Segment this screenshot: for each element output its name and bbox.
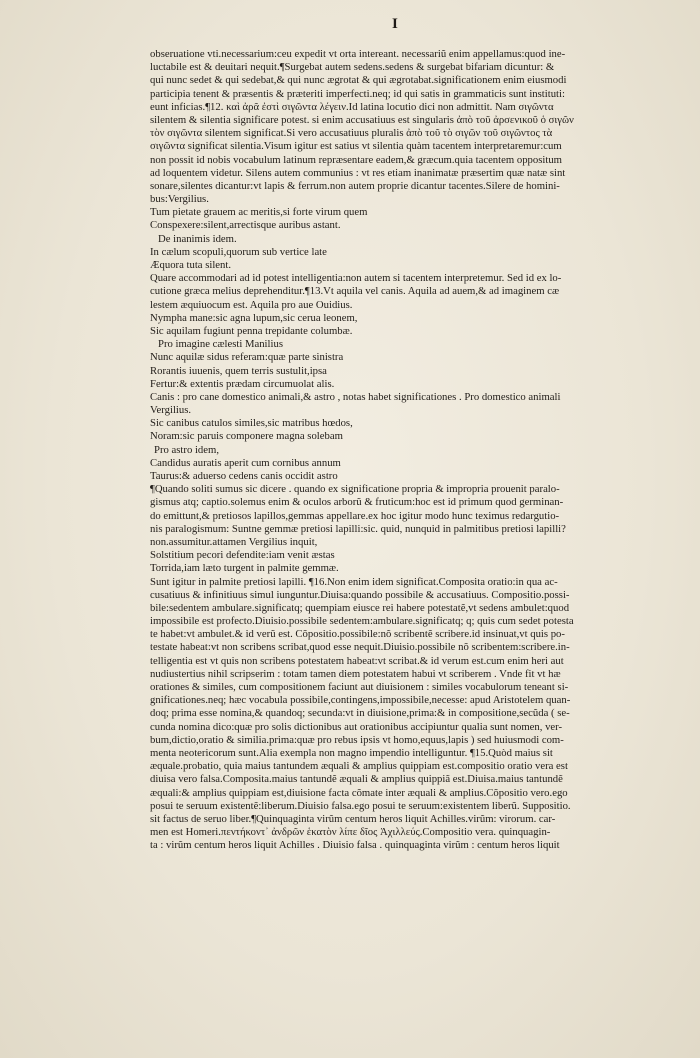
text-line: men est Homeri.πεντήκοντ᾽ ἀνδρῶν ἑκατὸν λίπε δῖος Ἀχιλλεύς.Compositio vera. quinquagin- (150, 826, 551, 839)
text-line: qui nunc sedet & qui sedebat,& qui nunc ægrotat & qui ægrotabat.significationem enim eiusmodi (150, 74, 567, 87)
verse-line: Sic canibus catulos similes,sic matribus hœdos, (150, 417, 353, 430)
text-line: testate habeat:vt non scribens scribat,quod esse nequit.Diuisio.possibile nõ scribentem:scribere.in- (150, 641, 570, 654)
text-block (150, 48, 655, 866)
text-line: do emittunt,& pretiosos lapillos,gemmas appellare.ex hoc igitur modo hunc teximus redargutio- (150, 509, 560, 522)
text-line: lestem æquiuocum est. Aquila pro aue Ouidius. (150, 298, 353, 311)
text-line: participia tenent & præsentis & præteriti imperfecti.neq; id qui satis in grammaticis sunt instituti: (150, 87, 565, 100)
text-line: eunt inficias.¶12. καὶ ἀρᾶ ἐστὶ σιγῶντα λέγειν.Id latina locutio dici non admittit. Nam σιγῶντα (150, 100, 554, 113)
text-line: bile:sedentem ambulare.significatq; quempiam eiusce rei habere potestatẽ,vt sedens ambulet:quod (150, 601, 570, 614)
text-line: Sunt igitur in palmite pretiosi lapilli. ¶16.Non enim idem significat.Composita oratio:in qua ac- (150, 575, 558, 588)
verse-line: Conspexere:silent,arrectisque auribus astant. (150, 219, 341, 232)
text-line: æquali:& amplius quippiam est,diuisione facta cõmate inter æquali & amplius.Cõpositio vero.ego (150, 786, 568, 799)
text-line: diuisa vero falsa.Composita.maius tantundẽ æquali & amplius quippiã est.Diuisa.maius tantundẽ (150, 773, 563, 786)
text-line: Canis : pro cane domestico animali,& astro , notas habet significationes . Pro domestico animali (150, 390, 561, 403)
text-line: posui te seruum existentẽ:liberum.Diuisio falsa.ego posui te seruum:existentem liberũ. Suppositio. (150, 799, 571, 812)
text-line: luctabile est & deuitari nequit.¶Surgebat autem sedens.sedens & surgebat bifariam dicuntur: & (150, 61, 555, 74)
text-line: sonare,silentes dicantur:vt lapis & ferrum.non autem proprie dicantur tacentes.Silere de homini- (150, 179, 560, 192)
text-line: non possit id nobis vocabulum latinum repræsentare eadem,& græcum.quia tacentem oppositum (150, 153, 562, 166)
text-line: telligentia est vt quis non scribens potestatem habeat:vt scribat.& id verum est.cum enim heri aut (150, 654, 564, 667)
verse-line: Taurus:& aduerso cedens canis occidit astro (150, 470, 338, 482)
folio-number: I (392, 16, 398, 32)
verse-line: Noram:sic paruis componere magna solebam (150, 430, 343, 443)
text-line: cunda nomina dico:quæ pro solis dictionibus aut orationibus accipiuntur qualia sunt nomen, ver- (150, 720, 563, 733)
text-line: gnificationes.neq; hæc vocabula possibile,contingens,impossibile,necesse: apud Aristotelem quan- (150, 694, 571, 707)
verse-heading: De inanimis idem. (158, 232, 237, 245)
text-line: ¶Quando soliti sumus sic dicere . quando ex significatione propria & impropria prouenit paralo- (150, 483, 560, 496)
text-line: cusatiuus & infinitiuus simul iunguntur.Diuisa:quando possibile & accusatiuus. Compositio.possi- (150, 588, 570, 601)
text-line: te habet:vt ambulet.& id verũ est. Cõpositio.possibile:nõ scribentẽ scribere.id insinuat,vt quis po- (150, 628, 565, 641)
verse-line: Sic aquilam fugiunt penna trepidante columbæ. (150, 324, 353, 337)
verse-line: Fertur:& extentis prædam circumuolat alis. (150, 377, 335, 390)
text-line: σιγῶντα significat silentia.Visum igitur est satius vt silentia quàm tacentem interpretaremur:cum (150, 140, 562, 153)
text-line: Quare accommodari ad id potest intelligentia:non autem si tacentem interpretemur. Sed id ex lo- (150, 272, 562, 285)
text-line: doq; prima esse nomina,& quandoq; secunda:vt in diuisione,prima:& in compositione,secũda ( se- (150, 707, 570, 720)
text-line: æquale.probatio, quia maius tantundem æquali & amplius quippiam est.compositio oratio vera est (150, 760, 568, 773)
verse-heading: Pro imagine cælesti Manilius (158, 338, 283, 351)
verse-line: In cælum scopuli,quorum sub vertice late (150, 245, 327, 258)
text-line: ad loquentem videtur. Silens autem communius : vt res etiam inanimatæ præsertim quæ natæ sint (150, 166, 566, 179)
verse-line: Rorantis iuuenis, quem terris sustulit,ipsa (150, 364, 327, 377)
verse-line: Nunc aquilæ sidus referam:quæ parte sinistra (150, 351, 344, 364)
text-line: obseruatione vti.necessarium:ceu expedit vt orta intereant. necessariũ enim appellamus:quod ine- (150, 48, 566, 60)
text-line: cutione græca melius deprehenditur.¶13.Vt aquila vel canis. Aquila ad auem,& ad imaginem cæ (150, 285, 560, 298)
text-line: gismus atq; captio.solemus enim & oculos arborũ & fruticum:hoc est id primum quod germinan- (150, 496, 564, 509)
verse-line: Æquora tuta silent. (150, 259, 232, 271)
text-line: nudiustertius nihil scripserim : totam tamen diem potestatem habui vt scriberem . Vnde fit vt hæ (150, 667, 561, 680)
text-line: nis paralogismum: Suntne gemmæ pretiosi lapilli:sic. quid, nunquid in palmitibus pretiosi lapilli? (150, 522, 566, 535)
text-line: orationes & similes, cum compositionem faciunt aut diuisionem : similes vocabulorum teneant si- (150, 681, 569, 693)
verse-heading: Pro astro idem, (154, 443, 220, 456)
text-line (150, 852, 655, 865)
text-line: bum,dictio,oratio & similia.prima:quæ pro rebus ipsis vt homo,equus,lapis ) sed huiusmodi com- (150, 733, 564, 746)
text-line: menta neotericorum sunt.Alia exempla non magno impendio intelliguntur. ¶15.Quòd maius sit (150, 746, 553, 759)
text-line: bus:Vergilius. (150, 193, 209, 206)
text-line: Vergilius. (150, 404, 192, 417)
text-line: non.assumitur.attamen Vergilius inquit, (150, 535, 318, 548)
verse-line: Solstitium pecori defendite:iam venit æstas (150, 549, 335, 562)
verse-line: Tum pietate grauem ac meritis,si forte virum quem (150, 206, 368, 219)
text-line: silentem & silentia significare potest. si enim accusatiuus est singularis ἀπὸ τοῦ ἀρσενικοῦ ὁ σιγῶν (150, 113, 574, 126)
text-line: sit factus de seruo liber.¶Quinquaginta virũm centum heros liquit Achilles.virũm: virorum. car- (150, 812, 556, 825)
text-line: τὸν σιγῶντα silentem significat.Si vero accusatiuus pluralis ἀπὸ τοῦ τὸ σιγῶν τοῦ σιγῶντος τὰ (150, 127, 553, 140)
verse-line: Candidus auratis aperit cum cornibus annum (150, 456, 341, 469)
verse-line: Torrida,iam læto turgent in palmite gemmæ. (150, 562, 339, 575)
text-line: ta : virũm centum heros liquit Achilles . Diuisio falsa . quinquaginta virũm : centum heros liquit (150, 839, 560, 852)
text-line: impossibile est profecto.Diuisio.possibile sedentem:ambulare.significatq; q; quis cum sedet potesta (150, 615, 574, 628)
verse-line: Nympha mane:sic agna lupum,sic cerua leonem, (150, 311, 358, 324)
